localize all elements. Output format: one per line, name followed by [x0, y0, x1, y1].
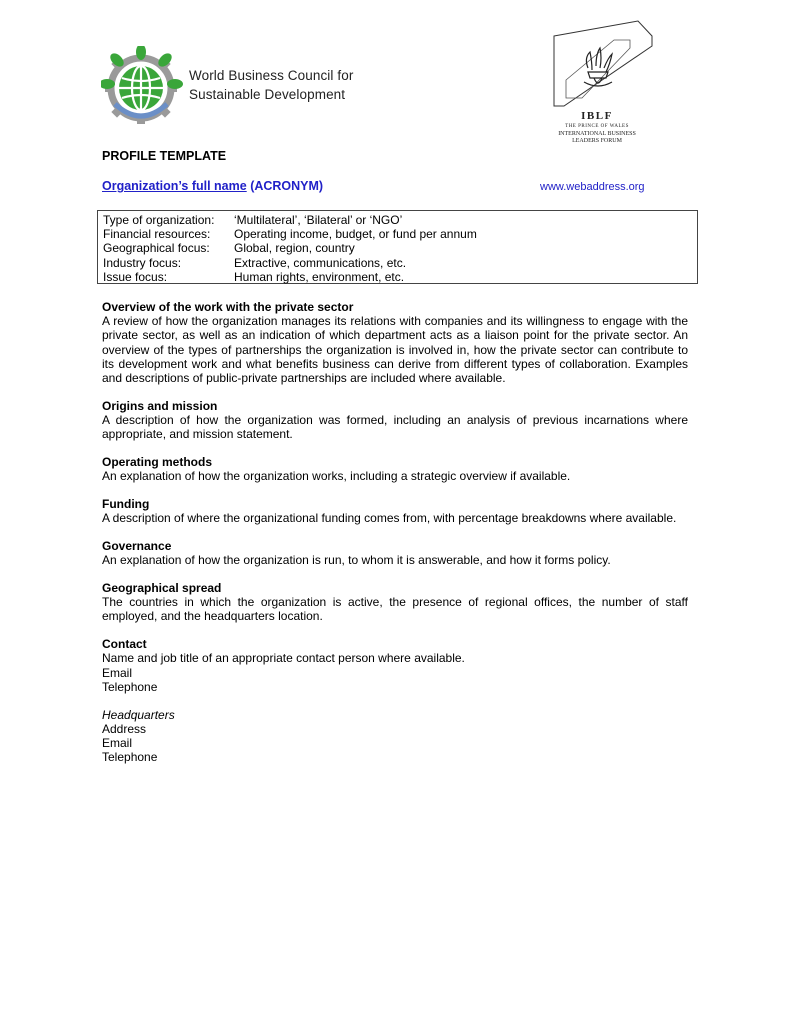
section-origins	[102, 399, 688, 442]
section-body: A description of where the organizational funding comes from, with percentage breakdowns where available.	[102, 511, 677, 526]
headquarters-line: Email	[102, 736, 133, 751]
section-body: The countries in which the organization is active, the presence of regional offices, the number of staff employed, and the headquarters location.	[102, 595, 688, 624]
section-heading: Funding	[102, 497, 150, 512]
section-governance	[102, 539, 688, 567]
info-row	[103, 227, 697, 241]
prince-of-wales-feathers-icon	[544, 18, 654, 118]
info-label: Industry focus:	[103, 255, 182, 270]
section-overview	[102, 300, 688, 385]
contact-line: Name and job title of an appropriate contact person where available.	[102, 651, 465, 666]
info-value: Operating income, budget, or fund per annum	[234, 227, 477, 242]
section-heading: Headquarters	[102, 707, 175, 722]
iblf-name: IBLF	[581, 110, 613, 122]
section-heading: Contact	[102, 637, 147, 652]
section-body: A review of how the organization manages its relations with companies and its willingness to engage with the private sector, as well as an indication of which department acts as a liaison point for the private sector. An overview of the types of partnerships the organization is involved in, how the private sector can contribute to its development work and what benefits business can derive from different types of collaboration. Examples and descriptions of public-private partnerships are included where available.	[102, 314, 688, 386]
section-heading: Geographical spread	[102, 581, 222, 596]
iblf-line-2: INTERNATIONAL BUSINESS	[558, 131, 636, 137]
info-value: ‘Multilateral’, ‘Bilateral’ or ‘NGO’	[234, 213, 403, 227]
section-headquarters	[102, 708, 688, 765]
iblf-logo	[544, 18, 654, 146]
section-heading: Overview of the work with the private sector	[102, 300, 354, 314]
web-address[interactable]: www.webaddress.org	[540, 181, 645, 193]
section-contact	[102, 637, 688, 694]
section-body: An explanation of how the organization is run, to whom it is answerable, and how it forms policy.	[102, 553, 611, 568]
wbcsd-logo	[101, 46, 354, 128]
section-heading: Origins and mission	[102, 398, 218, 413]
section-body: An explanation of how the organization works, including a strategic overview if available.	[102, 469, 571, 484]
section-heading: Governance	[102, 539, 172, 554]
wbcsd-name-line-2: Sustainable Development	[189, 87, 346, 102]
section-heading: Operating methods	[102, 455, 213, 470]
org-full-name: Organization’s full name	[102, 179, 247, 193]
org-info-table	[97, 210, 698, 284]
section-geographical-spread	[102, 581, 688, 624]
info-row	[103, 270, 697, 284]
info-label: Type of organization:	[103, 213, 215, 227]
info-label: Geographical focus:	[103, 241, 210, 256]
info-row	[103, 213, 697, 227]
iblf-line-1: THE PRINCE OF WALES	[565, 124, 629, 129]
info-value: Human rights, environment, etc.	[234, 269, 405, 284]
profile-content	[102, 300, 688, 778]
wbcsd-name-line-1: World Business Council for	[189, 68, 354, 83]
org-name-line	[102, 179, 323, 193]
info-row	[103, 256, 697, 270]
section-operating-methods	[102, 455, 688, 483]
contact-line: Telephone	[102, 679, 158, 694]
section-funding	[102, 497, 688, 525]
section-body: A description of how the organization was formed, including an analysis of previous incarnations where appropriate, and mission statement.	[102, 413, 688, 442]
iblf-line-3: LEADERS FORUM	[572, 138, 622, 144]
wbcsd-emblem-icon	[101, 46, 183, 128]
contact-line: Email	[102, 665, 133, 680]
headquarters-line: Address	[102, 721, 147, 736]
info-value: Global, region, country	[234, 241, 355, 256]
info-label: Issue focus:	[103, 269, 168, 284]
info-row	[103, 241, 697, 255]
org-acronym: (ACRONYM)	[250, 179, 324, 193]
info-value: Extractive, communications, etc.	[234, 255, 407, 270]
headquarters-line: Telephone	[102, 750, 158, 765]
info-label: Financial resources:	[103, 227, 211, 242]
page-title: PROFILE TEMPLATE	[102, 149, 227, 163]
